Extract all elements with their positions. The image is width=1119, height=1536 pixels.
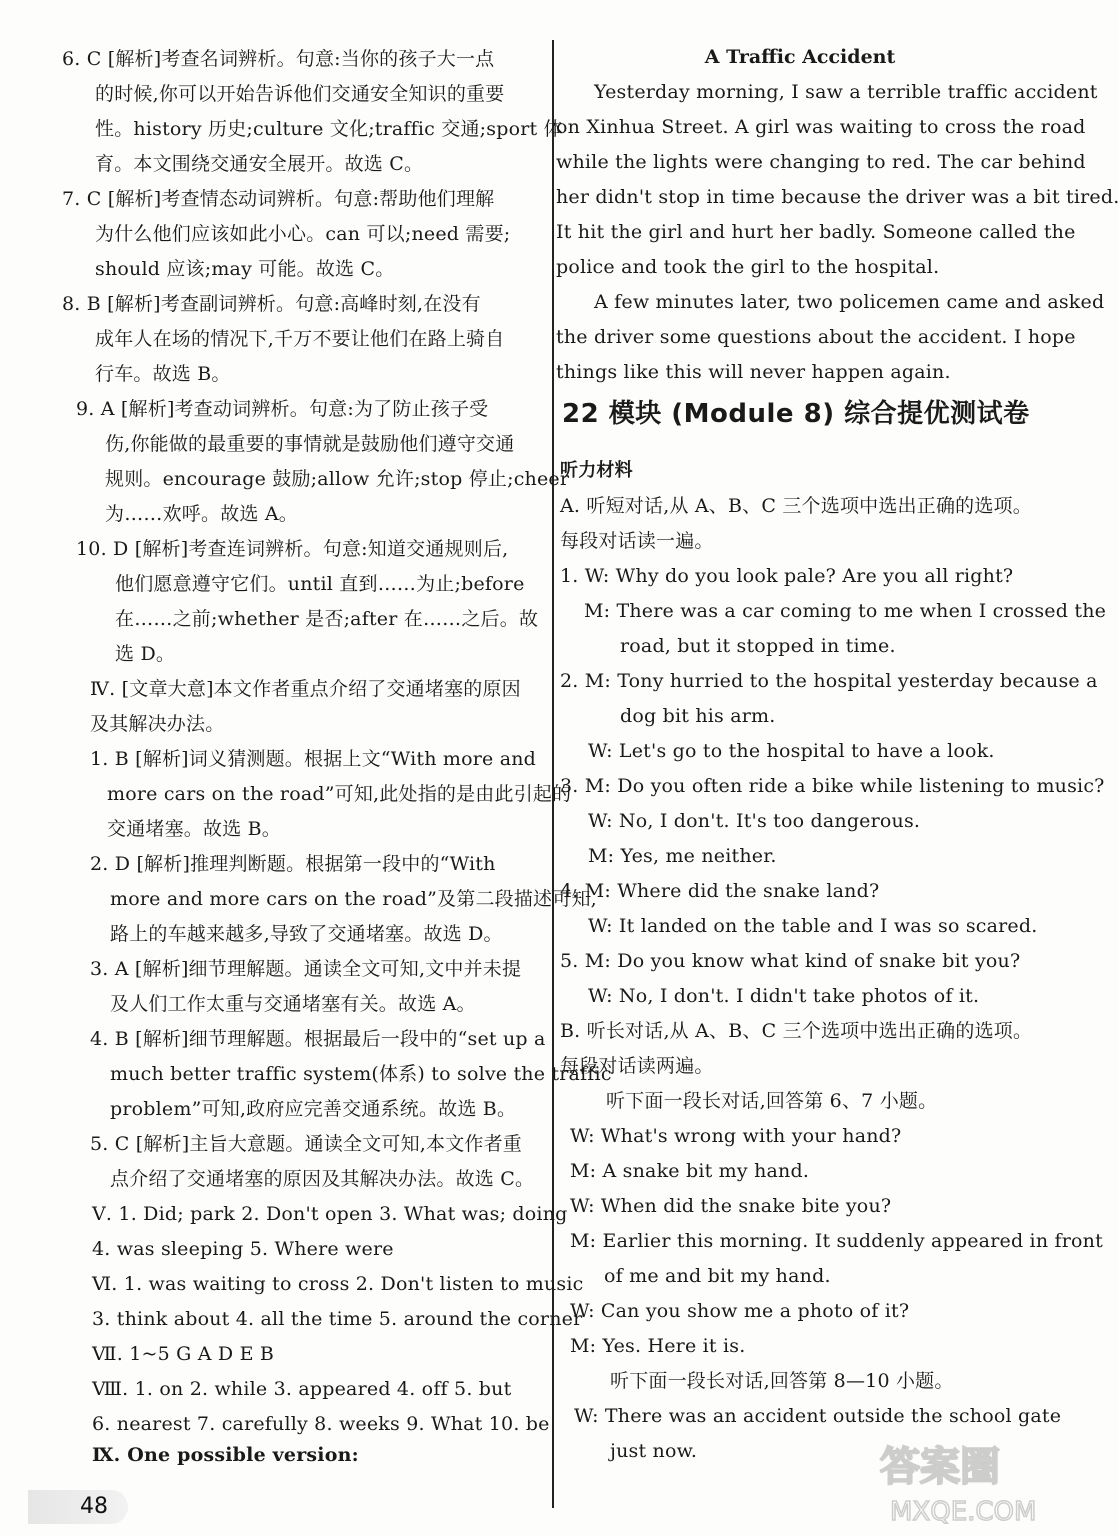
text-line: 5. C [解析]主旨大意题。通读全文可知,本文作者重 xyxy=(90,1133,523,1155)
text-line: things like this will never happen again. xyxy=(556,361,951,383)
text-line: 的时候,你可以开始告诉他们交通安全知识的重要 xyxy=(95,83,505,105)
text-line: 4. B [解析]细节理解题。根据最后一段中的“set up a xyxy=(90,1028,546,1050)
text-line: W: Can you show me a photo of it? xyxy=(570,1300,910,1322)
text-line: 性。history 历史;culture 文化;traffic 交通;sport 体 xyxy=(95,118,563,140)
text-line: 听力材料 xyxy=(560,460,633,481)
text-line: 10. D [解析]考查连词辨析。句意:知道交通规则后, xyxy=(76,538,509,560)
text-line: of me and bit my hand. xyxy=(604,1265,831,1287)
page-number-tab xyxy=(28,1490,128,1524)
text-line: 为什么他们应该如此小心。can 可以;need 需要; xyxy=(95,223,511,245)
text-line: 6. C [解析]考查名词辨析。句意:当你的孩子大一点 xyxy=(62,48,495,70)
text-line: A few minutes later, two policemen came and asked xyxy=(594,291,1105,313)
text-line: 听下面一段长对话,回答第 8—10 小题。 xyxy=(610,1370,954,1392)
text-line: Yesterday morning, I saw a terrible traffic accident xyxy=(594,81,1098,103)
text-line: 他们愿意遵守它们。until 直到……为止;before xyxy=(115,573,525,595)
text-line: 听下面一段长对话,回答第 6、7 小题。 xyxy=(606,1090,938,1112)
page-number: 48 xyxy=(80,1494,108,1519)
text-line: 及人们工作太重与交通堵塞有关。故选 A。 xyxy=(110,993,476,1015)
text-line: Ⅷ. 1. on 2. while 3. appeared 4. off 5. but xyxy=(92,1378,512,1400)
text-line: 及其解决办法。 xyxy=(90,713,225,735)
text-line: 9. A [解析]考查动词辨析。句意:为了防止孩子受 xyxy=(76,398,489,420)
text-line: A. 听短对话,从 A、B、C 三个选项中选出正确的选项。 xyxy=(560,495,1032,517)
text-line: 5. M: Do you know what kind of snake bit you? xyxy=(560,950,1021,972)
text-line: 每段对话读一遍。 xyxy=(560,530,714,552)
text-line: Ⅴ. 1. Did; park 2. Don't open 3. What was; doing xyxy=(92,1203,568,1225)
text-line: 1. B [解析]词义猜测题。根据上文“With more and xyxy=(90,748,537,770)
text-line: M: There was a car coming to me when I crossed the xyxy=(584,600,1107,622)
text-line: Ⅳ. [文章大意]本文作者重点介绍了交通堵塞的原因 xyxy=(90,678,521,700)
text-line: M: A snake bit my hand. xyxy=(570,1160,810,1182)
text-line: W: Let's go to the hospital to have a look. xyxy=(588,740,995,762)
text-line: on Xinhua Street. A girl was waiting to cross the road xyxy=(556,116,1086,138)
text-line: 4. M: Where did the snake land? xyxy=(560,880,880,902)
text-line: 在……之前;whether 是否;after 在……之后。故 xyxy=(115,608,539,630)
text-line: 2. D [解析]推理判断题。根据第一段中的“With xyxy=(90,853,496,875)
text-line: M: Earlier this morning. It suddenly appeared in front xyxy=(570,1230,1103,1252)
text-line: M: Yes. Here it is. xyxy=(570,1335,746,1357)
text-line: 成年人在场的情况下,千万不要让他们在路上骑自 xyxy=(95,328,505,350)
text-line: 交通堵塞。故选 B。 xyxy=(107,818,282,840)
text-line: road, but it stopped in time. xyxy=(620,635,896,657)
text-line: 2. M: Tony hurried to the hospital yesterday because a xyxy=(560,670,1098,692)
text-line: 7. C [解析]考查情态动词辨析。句意:帮助他们理解 xyxy=(62,188,495,210)
text-line: Ⅸ. One possible version: xyxy=(92,1444,359,1466)
text-line: dog bit his arm. xyxy=(620,705,776,727)
text-line: 规则。encourage 鼓励;allow 允许;stop 停止;cheer xyxy=(105,468,570,490)
text-line: B. 听长对话,从 A、B、C 三个选项中选出正确的选项。 xyxy=(560,1020,1033,1042)
text-line: 育。本文围绕交通安全展开。故选 C。 xyxy=(95,153,424,175)
section-title: 22 模块 (Module 8) 综合提优测试卷 xyxy=(562,399,1030,429)
text-line: much better traffic system(体系) to solve the traffic xyxy=(110,1063,612,1085)
watermark-logo-icon xyxy=(860,1430,1040,1530)
text-line: M: Yes, me neither. xyxy=(588,845,777,867)
text-line: W: No, I don't. I didn't take photos of it. xyxy=(588,985,980,1007)
text-line: 为……欢呼。故选 A。 xyxy=(105,503,298,525)
text-line: 路上的车越来越多,导致了交通堵塞。故选 D。 xyxy=(110,923,503,945)
text-line: W: There was an accident outside the school gate xyxy=(574,1405,1062,1427)
text-line: It hit the girl and hurt her badly. Someone called the xyxy=(556,221,1076,243)
text-line: police and took the girl to the hospital. xyxy=(556,256,940,278)
text-line: 4. was sleeping 5. Where were xyxy=(92,1238,394,1260)
text-line: W: What's wrong with your hand? xyxy=(570,1125,902,1147)
text-line: should 应该;may 可能。故选 C。 xyxy=(95,258,395,280)
text-line: her didn't stop in time because the driver was a bit tired. xyxy=(556,186,1119,208)
svg-text:答案圈: 答案圈 xyxy=(880,1444,1000,1490)
text-line: 3. A [解析]细节理解题。通读全文可知,文中并未提 xyxy=(90,958,522,980)
text-line: 8. B [解析]考查副词辨析。句意:高峰时刻,在没有 xyxy=(62,293,481,315)
text-line: problem”可知,政府应完善交通系统。故选 B。 xyxy=(110,1098,517,1120)
text-line: while the lights were changing to red. The car behind xyxy=(556,151,1086,173)
text-line: the driver some questions about the accident. I hope xyxy=(556,326,1076,348)
text-line: more cars on the road”可知,此处指的是由此引起的 xyxy=(107,783,572,805)
text-line: just now. xyxy=(610,1440,698,1462)
text-line: 3. M: Do you often ride a bike while listening to music? xyxy=(560,775,1105,797)
text-line: 每段对话读两遍。 xyxy=(560,1055,714,1077)
text-line: W: It landed on the table and I was so scared. xyxy=(588,915,1038,937)
text-line: 1. W: Why do you look pale? Are you all right? xyxy=(560,565,1014,587)
text-line: 6. nearest 7. carefully 8. weeks 9. What 10. be xyxy=(92,1413,550,1435)
text-line: 点介绍了交通堵塞的原因及其解决办法。故选 C。 xyxy=(110,1168,535,1190)
text-line: more and more cars on the road”及第二段描述可知, xyxy=(110,888,597,910)
text-line: Ⅵ. 1. was waiting to cross 2. Don't listen to music xyxy=(92,1273,584,1295)
text-line: W: When did the snake bite you? xyxy=(570,1195,892,1217)
text-line: Ⅶ. 1~5 G A D E B xyxy=(92,1343,275,1365)
text-line: 行车。故选 B。 xyxy=(95,363,231,385)
text-line: 选 D。 xyxy=(115,643,176,665)
text-line: 3. think about 4. all the time 5. around the corner xyxy=(92,1308,583,1330)
text-line: W: No, I don't. It's too dangerous. xyxy=(588,810,921,832)
text-line: 伤,你能做的最重要的事情就是鼓励他们遵守交通 xyxy=(105,433,515,455)
svg-text:MXQE.COM: MXQE.COM xyxy=(890,1497,1037,1527)
essay-title: A Traffic Accident xyxy=(704,46,896,68)
